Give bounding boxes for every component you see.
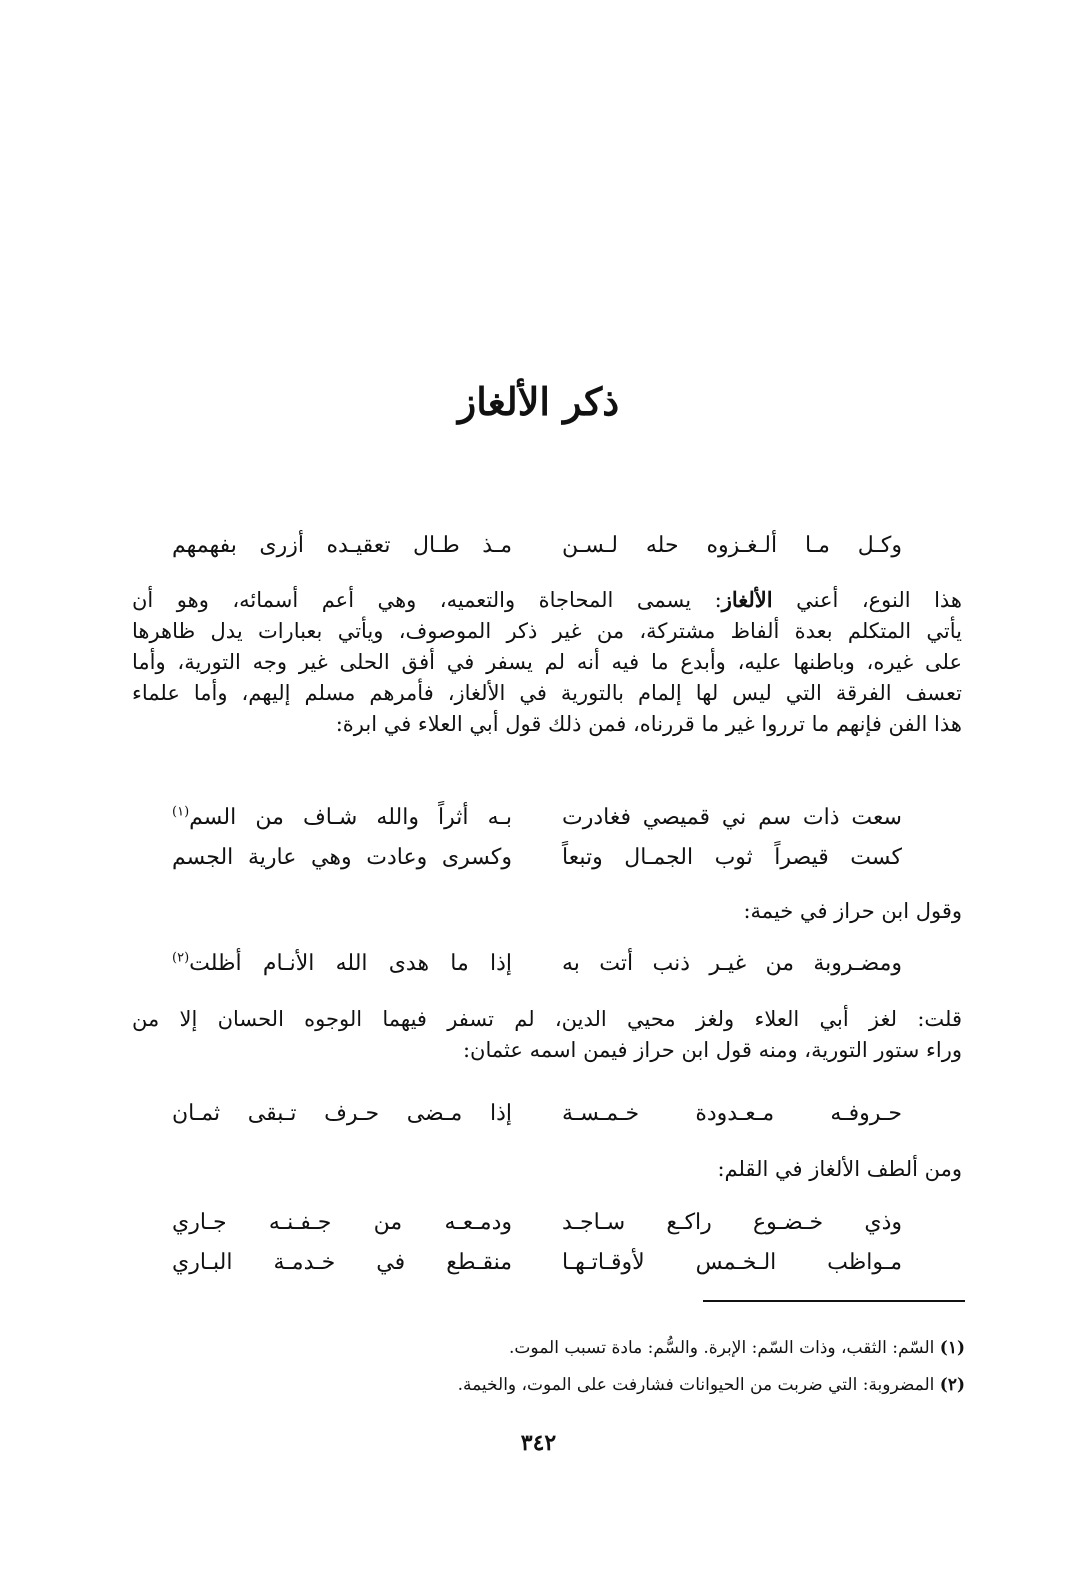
verse-second-hemistich: مـذ طـال تعقيـده أزرى بفهمهم (172, 533, 512, 558)
verse-second-hemistich: وكسرى وعادت وهي عارية الجسم (172, 845, 512, 870)
verse-line (172, 528, 902, 564)
footnote-marker: (١) (172, 804, 190, 820)
verse-first-hemistich: وذي خـضـوع راكـع سـاجـد (562, 1210, 902, 1235)
intro-line: ومن ألطف الألغاز في القلم: (717, 1157, 962, 1181)
keyword-alghaz: الألغاز (721, 587, 773, 612)
verse-line (172, 840, 902, 876)
verse-first-hemistich: ومضـروبة من غيـر ذنب أتت به (562, 951, 902, 976)
page-title: ذكر الألغاز (457, 379, 620, 424)
page-number: ٣٤٢ (520, 1430, 557, 1456)
verse-line (172, 1205, 902, 1241)
verse-first-hemistich: كست قيصراً ثوب الجمـال وتبعاً (562, 845, 902, 870)
verse-first-hemistich: مـواظب الـخـمس لأوقـاتـهـا (562, 1250, 902, 1275)
verse-text: بـه أثراً والله شـاف من السم (189, 805, 512, 830)
footnote-text: السّم: الثقب، وذات السّم: الإبرة. والسُّم: مادة تسبب الموت. (509, 1338, 935, 1358)
verse-second-hemistich: منقـطع في خـدمـة البـاري (172, 1250, 512, 1275)
footnote (509, 1334, 965, 1362)
verse-second-hemistich: ودمـعـه من جـفـنـه جـاري (172, 1210, 512, 1235)
body-paragraph (132, 1004, 962, 1066)
footnote-marker: (٢) (172, 950, 190, 966)
paragraph-line: وراء ستور التورية، ومنه قول ابن حراز فيمن اسمه عثمان: (462, 1038, 962, 1062)
intro-line: وقول ابن حراز في خيمة: (743, 899, 962, 923)
verse-second-hemistich (172, 800, 512, 836)
paragraph-text: هذا النوع، أعني (796, 588, 962, 612)
verse-first-hemistich: وكـل مـا ألـغـزوه حله لـسـن (562, 533, 902, 558)
footnote-separator (703, 1300, 965, 1302)
paragraph-line (132, 584, 962, 616)
paragraph-text: : يسمى المحاجاة والتعميه، وهي أعم أسمائه، وهو أن (132, 588, 722, 612)
verse-line (172, 1245, 902, 1281)
paragraph-line: يأتي المتكلم بعدة ألفاظ مشتركة، من غير ذكر الموصوف، ويأتي بعبارات يدل ظاهرها (132, 619, 962, 643)
footnote-number: (٢) (939, 1375, 965, 1395)
verse-line (172, 1096, 902, 1132)
footnote-number: (١) (939, 1338, 965, 1358)
paragraph-line: تعسف الفرقة التي ليس لها إلمام بالتورية في الألغاز، فأمرهم مسلم إليهم، وأما علماء (132, 681, 962, 705)
verse-second-hemistich (172, 946, 512, 982)
verse-line (172, 946, 902, 982)
footnote-text: المضروبة: التي ضربت من الحيوانات فشارفت على الموت، والخيمة. (457, 1375, 935, 1395)
verse-text: إذا ما هدى الله الأنـام أظلت (189, 951, 512, 976)
verse-second-hemistich: إذا مـضى حـرف تـبقى ثمـان (172, 1101, 512, 1126)
verse-first-hemistich: سعت ذات سم ني قميصي فغادرت (562, 805, 902, 830)
body-paragraph (132, 584, 962, 740)
verse-first-hemistich: حـروفـه مـعـدودة خـمـسـة (562, 1101, 902, 1126)
paragraph-line: هذا الفن فإنهم ما ترروا غير ما قررناه، فمن ذلك قول أبي العلاء في ابرة: (335, 712, 962, 736)
paragraph-line: قلت: لغز أبي العلاء ولغز محيي الدين، لم تسفر فيهما الوجوه الحسان إلا من (132, 1007, 962, 1031)
footnote (458, 1371, 965, 1399)
verse-line (172, 800, 902, 836)
paragraph-line: على غيره، وباطنها عليه، وأبدع ما فيه أنه لم يسفر في أفق الحلى غير وجه التورية، وأما (132, 650, 962, 674)
